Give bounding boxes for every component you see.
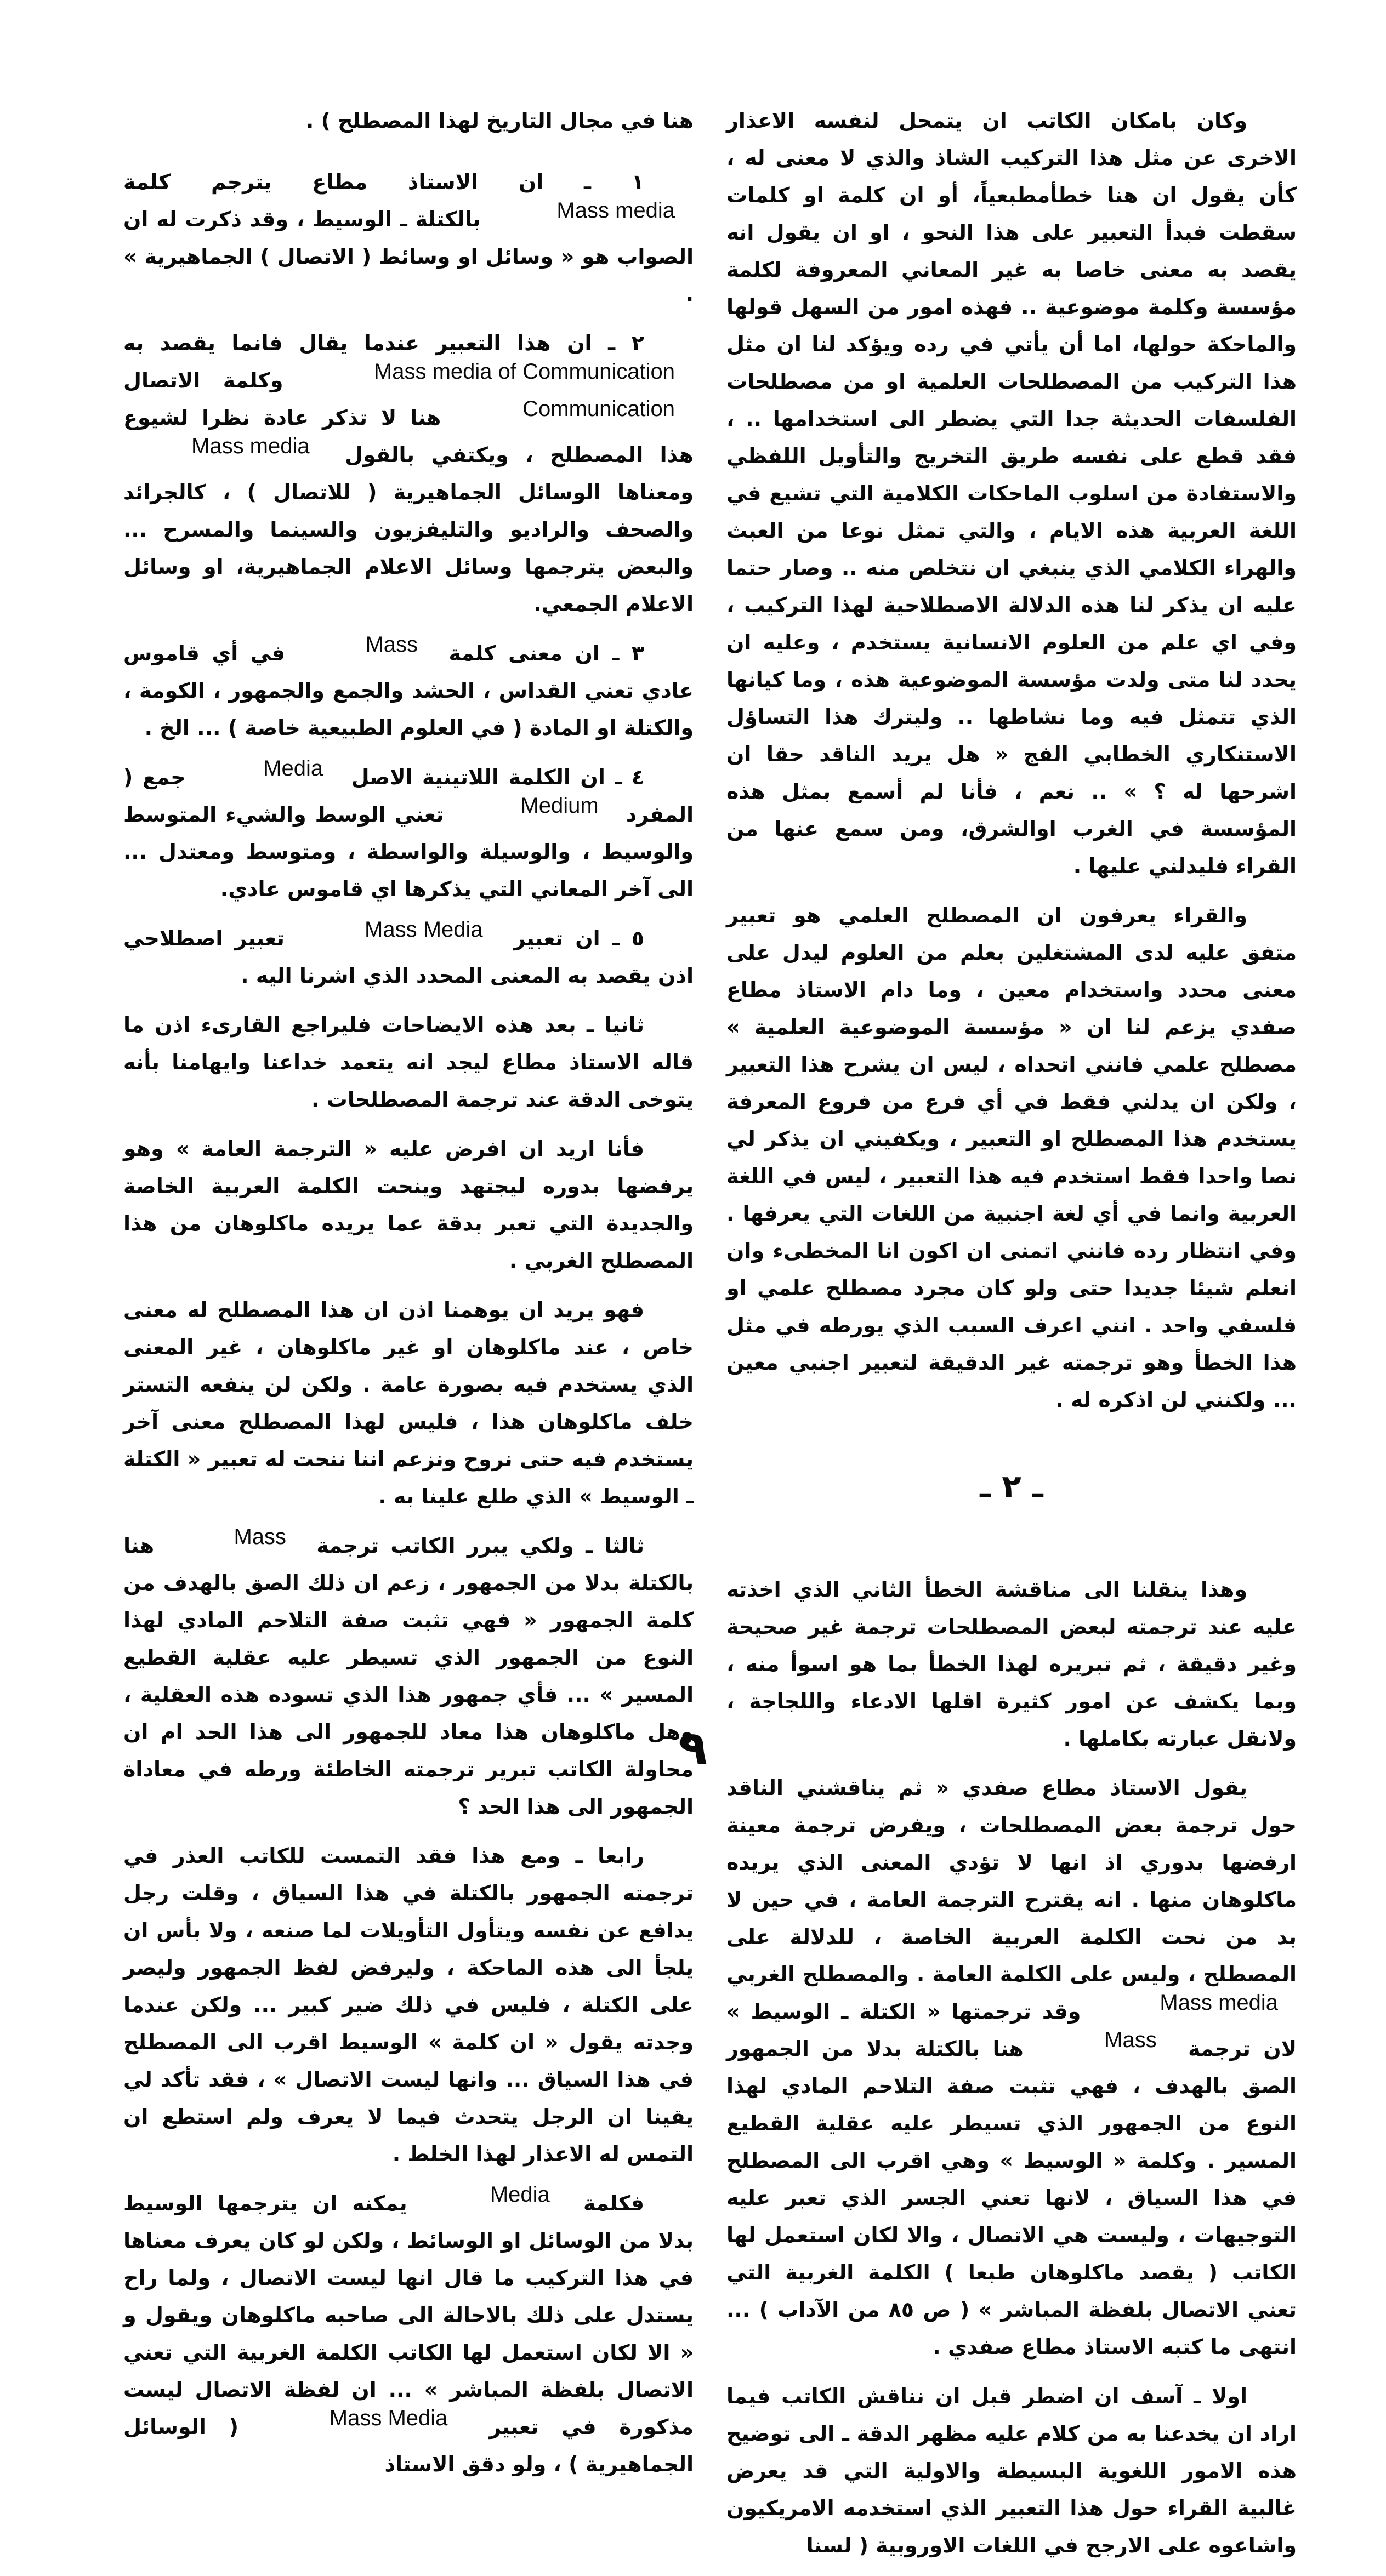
list-item-5 [123, 917, 694, 994]
item-text: جمع ( المفرد [123, 765, 694, 827]
term-mass-media: Mass media [1160, 1991, 1279, 2015]
quote-text-1: يقول الاستاذ مطاع صفدي « ثم يناقشني الناقد حول ترجمة بعض المصطلحات ، ويفرض ترجمة معينة ارفضها بدوري اذ انها لا تؤدي المعنى الذي يريده ماكلوهان منها . انه يقترح الترجمة العامة ، في حين لا بد من نحت الكلمة العربية الخاصة ، للدلالة على المصطلح ، وليس على الكلمة العامة . والمصطلح الغربي [726, 1776, 1297, 1986]
term-mass-media-of-communication: Mass media of Communication [373, 360, 675, 384]
term-mass-media: Mass media [191, 434, 310, 458]
term-medium: Medium [520, 794, 599, 818]
paragraph-second-error: وهذا ينقلنا الى مناقشة الخطأ الثاني الذي اخذته عليه عند ترجمته لبعض المصطلحات ترجمة غير صحيحة وغير دقيقة ، ثم تبريره لهذا الخطأ بما هو اسوأ منه ، وبما يكشف عن امور كثيرة اقلها الادعاء واللجاجة ، ولانقل عبارته بكاملها . [726, 1577, 1297, 1751]
item-text: ٥ ـ ان تعبير [513, 926, 645, 950]
item-text: ٤ ـ ان الكلمة اللاتينية الاصل [351, 765, 645, 789]
term-communication: Communication [522, 397, 675, 421]
paragraph-excuses: وكان بامكان الكاتب ان يتمحل لنفسه الاعذار الاخرى عن مثل هذا التركيب الشاذ والذي لا معنى له ، كأن يقول ان هنا خطأمطبعياً، أو ان كلمة او كلمات سقطت فبدأ التعبير على هذا النحو ، او ان يقول انه يقصد به معنى خاصا به غير المعاني المعروفة لكلمة مؤسسة وكلمة موضوعية .. فهذه امور من السهل قولها والماحكة حولها، اما أن يأتي في رده ويؤكد لنا ان مثل هذا التركيب من المصطلحات العلمية او من مصطلحات الفلسفات الحديثة جدا التي يضطر الى استخدامها .. ، فقد قطع على نفسه طريق التخريج والتأويل اللفظي والاستفادة من اسلوب الماحكات الكلامية التي تشيع في اللغة العربية هذه الايام ، والتي تمثل نوعا من العبث والهراء الكلامي الذي ينبغي ان نتخلص منه .. وصار حتما عليه ان يذكر لنا هذه الدلالة الاصطلاحية لهذا التركيب ، وفي اي علم من العلوم الانسانية يستخدم ، وعليه ان يحدد لنا متى ولدت مؤسسة الموضوعية هذه ، وما كيانها الذي تتمثل فيه وما نشاطها .. وليترك هذا التساؤل الاستنكاري الخطابي الفج « هل يريد الناقد حقا ان اشرحها له ؟ » .. نعم ، فأنا لم أسمع بمثل هذه المؤسسة في الغرب اوالشرق، ومن سمع عنها من القراء فليدلني عليها . [726, 109, 1297, 878]
term-mass-media: Mass media [556, 198, 675, 223]
item-text: تعبير اصطلاحي اذن يقصد به المعنى المحدد الذي اشرنا اليه . [123, 926, 694, 988]
term-mass: Mass [1104, 2028, 1157, 2052]
paragraph-third-point [123, 1527, 694, 1825]
paragraph-fourth-point: رابعا ـ ومع هذا فقد التمست للكاتب العذر في ترجمته الجمهور بالكتلة في هذا السياق ، وقلت رجل يدافع عن نفسه ويتأول التأويلات لما صنعه ، ولا بأس ان يلجأ الى هذه الماحكة ، وليرفض لفظ الجمهور وليصر على الكتلة ، فليس في ذلك ضير كبير ... ولكن عندما وجدته يقول « ان كلمة » الوسيط اقرب الى المصطلح في هذا السياق ... وانها ليست الاتصال » ، فقد تأكد لي يقينا ان الرجل يتحدث فيما لا يعرف ولم استطع ان التمس له الاعذار لهذا الخلط . [123, 1844, 694, 2166]
paragraph-first-point: اولا ـ آسف ان اضطر قبل ان نناقش الكاتب فيما اراد ان يخدعنا به من كلام عليه مظهر الدقة ـ الى توضيح هذه الامور اللغوية البسيطة والاولية التي قد يعرض غالبية القراء حول هذا التعبير الذي استخدمه الامريكيون واشاعوه على الارجح في اللغات الاوروبية ( لسنا [726, 2384, 1297, 2557]
quote-text-2: وقد ترجمتها « الكتلة ـ الوسيط » لان ترجمة [726, 1999, 1297, 2061]
right-column [726, 102, 1297, 2576]
term-media: Media [490, 2182, 550, 2207]
item-text: ومعناها الوسائل الجماهيرية ( للاتصال ) ، كالجرائد والصحف والراديو والتليفزيون والسينما والمسرح ... والبعض يترجمها وسائل الاعلام الجماهيرية، او وسائل الاعلام الجمعي. [123, 480, 694, 616]
item-text: ٣ ـ ان معنى كلمة [448, 641, 644, 665]
term-mass-media: Mass Media [365, 917, 483, 942]
item-text: هنا لا تذكر عادة نظرا لشيوع هذا المصطلح ، ويكتفي بالقول [123, 406, 694, 467]
quote-text-3: هنا بالكتلة بدلا من الجمهور الصق بالهدف ، فهي تثبت صفة التلاحم المادي لهذا النوع من الجمهور الذي تسيطر عليه عقلية القطيع المسير . وكلمة « الوسيط » وهي اقرب الى المصطلح في هذا السياق ، لانها تعني الجسر الذي تعبر عليه التوجيهات ، وليست هي الاتصال ، والا لكان استعمل لها الكاتب ( يقصد ماكلوهان طبعا ) الكلمة الغربية التي تعني الاتصال بلفظة المباشر » ( ص ٨٥ من الآداب ) ... انتهى ما كتبه الاستاذ مطاع صفدي . [726, 2037, 1297, 2359]
item-text: يمكنه ان يترجمها الوسيط بدلا من الوسائل او الوسائط ، ولكن لو كان يعرف معناها في هذا التركيب ما قال انها ليست الاتصال ، ولما راح يستدل على ذلك بالاحالة الى صاحبه ماكلوهان ويقول و « الا لكان استعمل لها الكاتب الكلمة الغربية التي تعني الاتصال بلفظة المباشر » ... ان لفظة الاتصال ليست مذكورة في تعبير [123, 2191, 694, 2439]
list-item-1 [123, 163, 694, 312]
term-mass-media: Mass Media [329, 2406, 448, 2430]
item-text: ٢ ـ ان هذا التعبير عندما يقال فانما يقصد به [123, 331, 644, 355]
term-mass: Mass [365, 632, 418, 657]
page-number: ٩ [678, 1721, 708, 1776]
item-text: ١ ـ ان الاستاذ مطاع يترجم كلمة [123, 170, 644, 194]
paragraph-scientific-term: والقراء يعرفون ان المصطلح العلمي هو تعبير متفق عليه لدى المشتغلين بعلم من العلوم ليدل على معنى محدد واستخدام معين ، وما دام الاستاذ مطاع صفدي يزعم لنا ان « مؤسسة الموضوعية العلمية » مصطلح علمي فانني اتحداه ، ليس ان يشرح هذا التعبير ، ولكن ان يدلني فقط في أي فرع من فروع المعرفة يستخدم هذا المصطلح او التعبير ، ويكفيني ان يذكر لي نصا واحدا فقط استخدم فيه هذا التعبير ، ليس في اللغة العربية وانما في أي لغة اجنبية من اللغات التي يعرفها . وفي انتظار رده فانني اتمنى ان اكون انا المخطىء وان انعلم شيئا جديدا حتى ولو كان مجرد مصطلح علمي او فلسفي واحد . انني اعرف السبب الذي يورطه في مثل هذا الخطأ وهو ترجمته غير الدقيقة لتعبير اجنبي معين ... ولكنني لن اذكره له . [726, 903, 1297, 1412]
item-text: ثالثا ـ ولكي يبرر الكاتب ترجمة [316, 1534, 645, 1558]
item-text: تعني الوسط والشيء المتوسط والوسيط ، والوسيلة والواسطة ، ومتوسط ومعتدل ... الى آخر المعاني التي يذكرها اي قاموس عادي. [123, 802, 694, 901]
term-media: Media [263, 756, 323, 780]
section-marker-2: ـ ٢ ـ [980, 1468, 1043, 1505]
paragraph-second-point: ثانيا ـ بعد هذه الايضاحات فليراجع القارىء اذن ما قاله الاستاذ مطاع ليجد انه يتعمد خداعنا وايهامنا بأنه يتوخى الدقة عند ترجمة المصطلحات . [123, 1013, 694, 1112]
item-text: هنا بالكتلة بدلا من الجمهور ، زعم ان ذلك الصق بالهدف من كلمة الجمهور « فهي تثبت صفة التلاحم المادي لهذا النوع من الجمهور الذي تسيطر عليه عقلية القطيع المسير » ... فأي جمهور هذا الذي تسوده هذه العقلية ، وهل ماكلوهان هذا معاد للجمهور الى هذا الحد ام ان محاولة الكاتب تبرير ترجمته الخاطئة ورطه في معاداة الجمهور الى هذا الحد ؟ [123, 1534, 694, 1819]
item-text: وكلمة الاتصال [123, 368, 283, 392]
paragraph-continuation: هنا في مجال التاريخ لهذا المصطلح ) . [305, 109, 694, 133]
item-text: ( الوسائل الجماهيرية ) ، ولو دقق الاستاذ [123, 2415, 694, 2476]
paragraph-general-translation: فأنا اريد ان افرض عليه « الترجمة العامة » وهو يرفضها بدوره ليجتهد وينحت الكلمة العربية الخاصة والجديدة التي تعبر بدقة عما يريده ماكلوهان من هذا المصطلح الغربي . [123, 1137, 694, 1273]
list-item-2 [123, 324, 694, 623]
list-item-3 [123, 632, 694, 746]
item-text: بالكتلة ـ الوسيط ، وقد ذكرت له ان الصواب هو « وسائل او وسائط ( الاتصال ) الجماهيرية » . [123, 207, 694, 306]
paragraph-safadi-quote [726, 1769, 1297, 2366]
paragraph-deception: فهو يريد ان يوهمنا اذن ان هذا المصطلح له معنى خاص ، عند ماكلوهان او غير ماكلوهان ، غير المعنى الذي يستخدم فيه بصورة عامة . ولكن لن ينفعه التستر خلف ماكلوهان هذا ، فليس لهذا المصطلح معنى آخر يستخدم فيه حتى نروح ونزعم اننا ننحت له تعبير « الكتلة ـ الوسيط » الذي طلع علينا به . [123, 1298, 694, 1508]
paragraph-media-word [123, 2182, 694, 2483]
left-column [123, 102, 694, 2495]
list-item-4 [123, 756, 694, 908]
item-text: فكلمة [583, 2191, 644, 2215]
item-text: في أي قاموس عادي تعني القداس ، الحشد والجمع والجمهور ، الكومة ، والكتلة او المادة ( في العلوم الطبيعية خاصة ) ... الخ . [123, 641, 694, 740]
term-mass: Mass [234, 1525, 287, 1549]
